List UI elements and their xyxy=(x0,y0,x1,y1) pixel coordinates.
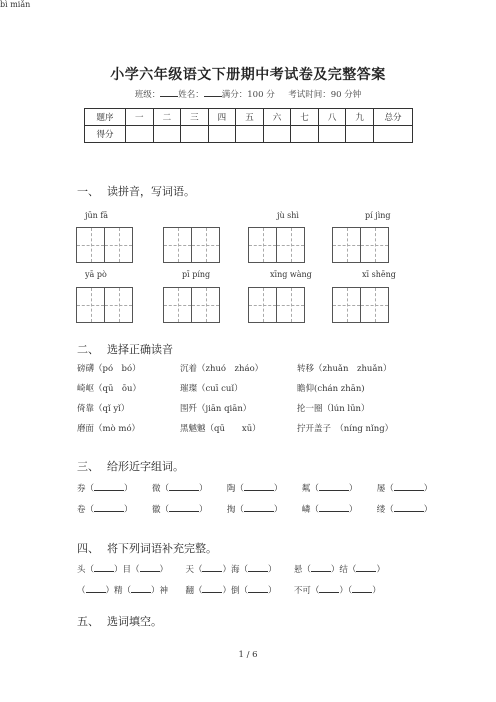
pinyin-label: xīng wàng xyxy=(270,270,312,279)
score-header-cell: 九 xyxy=(346,109,374,126)
section-title: 读拼音，写词语。 xyxy=(107,185,195,198)
reading-item: 沉着（zhuó zháo） xyxy=(180,364,264,374)
full-score: 满分：100 分 xyxy=(221,90,275,100)
score-header-cell: 三 xyxy=(181,109,209,126)
reading-item: 围歼（jiān qiān） xyxy=(180,404,252,414)
pinyin-label: jù shì xyxy=(277,211,299,220)
answer-blank[interactable] xyxy=(140,563,160,572)
score-header-cell: 四 xyxy=(208,109,236,126)
score-header-cell: 八 xyxy=(318,109,346,126)
score-cell[interactable] xyxy=(318,126,346,143)
section-1-heading xyxy=(77,183,195,199)
form-word-row: 券（ ） 微（ ） 陶（ ） 粼（ ） 屡（ ） xyxy=(77,484,433,494)
answer-blank[interactable] xyxy=(94,563,114,572)
score-header-cell: 七 xyxy=(291,109,319,126)
reading-item: 璀璨（cuī cuǐ） xyxy=(180,384,243,394)
answer-blank[interactable] xyxy=(202,584,222,593)
section-2-heading xyxy=(77,341,173,357)
name-label: 姓名： xyxy=(178,90,204,100)
score-table xyxy=(84,108,413,143)
writing-box[interactable] xyxy=(76,287,133,323)
answer-blank[interactable] xyxy=(94,503,124,512)
score-value-row xyxy=(85,126,413,143)
score-row-label: 得分 xyxy=(85,126,126,143)
section-number: 四、 xyxy=(77,542,99,555)
score-cell[interactable] xyxy=(346,126,374,143)
section-4-heading xyxy=(77,540,217,556)
reading-item: 磨面（mò mó） xyxy=(77,424,141,434)
name-blank xyxy=(204,88,222,97)
section-number: 五、 xyxy=(77,615,99,628)
section-title: 将下列词语补充完整。 xyxy=(107,542,217,555)
score-header-cell: 题序 xyxy=(85,109,126,126)
answer-blank[interactable] xyxy=(319,503,349,512)
reading-item: 黑魆魆（qū xū） xyxy=(180,424,261,434)
class-label: 班级： xyxy=(134,90,161,100)
answer-blank[interactable] xyxy=(202,563,222,572)
score-cell[interactable] xyxy=(126,126,154,143)
answer-blank[interactable] xyxy=(244,482,274,491)
reading-item: 拧开盖子 （níng nǐng） xyxy=(297,424,394,434)
score-cell[interactable] xyxy=(374,126,413,143)
page-title: 小学六年级语文下册期中考试卷及完整答案 xyxy=(110,67,386,83)
score-cell[interactable] xyxy=(291,126,319,143)
pinyin-label: yā pò xyxy=(85,270,107,279)
score-header-row xyxy=(85,109,413,126)
section-title: 选择正确读音 xyxy=(107,343,173,356)
complete-row: （ ）精（ ）神 翻（ ）倒（ ） 不可（ ）（ ） xyxy=(77,586,381,596)
reading-item: 磅礴（pó bó） xyxy=(77,364,141,374)
reading-item: 崎岖（qū ōu） xyxy=(77,384,142,394)
writing-box[interactable] xyxy=(248,227,305,263)
answer-blank[interactable] xyxy=(248,563,268,572)
writing-box[interactable] xyxy=(332,227,389,263)
score-header-cell: 总分 xyxy=(374,109,413,126)
answer-blank[interactable] xyxy=(311,563,331,572)
section-number: 三、 xyxy=(77,460,99,473)
section-number: 一、 xyxy=(77,185,99,198)
complete-row: 头（ ）目（ ） 天（ ）海（ ） 悬（ ）结（ ） xyxy=(77,565,385,575)
writing-box[interactable] xyxy=(163,287,220,323)
score-header-cell: 六 xyxy=(263,109,291,126)
reading-item: 转移（zhuǎn zhuǎn） xyxy=(297,364,392,374)
form-word-row: 卷（ ） 徽（ ） 掏（ ） 嶙（ ） 缕（ ） xyxy=(77,505,433,515)
answer-blank[interactable] xyxy=(94,482,124,491)
score-cell[interactable] xyxy=(181,126,209,143)
score-header-cell: 五 xyxy=(236,109,264,126)
score-cell[interactable] xyxy=(208,126,236,143)
score-cell[interactable] xyxy=(236,126,264,143)
answer-blank[interactable] xyxy=(394,503,424,512)
reading-item: 抡一圈（lún lūn） xyxy=(297,404,370,414)
answer-blank[interactable] xyxy=(169,482,199,491)
answer-blank[interactable] xyxy=(86,584,106,593)
answer-blank[interactable] xyxy=(356,563,376,572)
score-cell[interactable] xyxy=(153,126,181,143)
answer-blank[interactable] xyxy=(248,584,268,593)
score-header-cell: 二 xyxy=(153,109,181,126)
section-5-heading xyxy=(77,613,162,629)
pinyin-label: xī shēng xyxy=(362,270,396,279)
writing-box[interactable] xyxy=(332,287,389,323)
writing-box[interactable] xyxy=(76,227,133,263)
pinyin-label: jūn fā xyxy=(85,211,109,220)
reading-item: 瞻仰(chán zhān) xyxy=(297,384,365,394)
answer-blank[interactable] xyxy=(319,482,349,491)
exam-info xyxy=(0,88,496,100)
reading-item: 倚靠（qǐ yǐ） xyxy=(77,404,130,414)
pinyin-label: bì miǎn xyxy=(0,0,31,9)
score-cell[interactable] xyxy=(263,126,291,143)
section-title: 选词填空。 xyxy=(107,615,162,628)
section-title: 给形近字组词。 xyxy=(107,460,184,473)
pinyin-label: pī píng xyxy=(182,270,211,279)
answer-blank[interactable] xyxy=(394,482,424,491)
writing-box[interactable] xyxy=(248,287,305,323)
exam-time: 考试时间：90 分钟 xyxy=(288,90,362,100)
answer-blank[interactable] xyxy=(244,503,274,512)
class-blank xyxy=(160,88,178,97)
score-header-cell: 一 xyxy=(126,109,154,126)
answer-blank[interactable] xyxy=(131,584,151,593)
answer-blank[interactable] xyxy=(169,503,199,512)
page-number: 1 / 6 xyxy=(238,650,258,660)
pinyin-label: pí jìng xyxy=(365,211,391,220)
answer-blank[interactable] xyxy=(352,584,372,593)
section-3-heading xyxy=(77,458,184,474)
section-number: 二、 xyxy=(77,343,99,356)
answer-blank[interactable] xyxy=(319,584,339,593)
writing-box[interactable] xyxy=(163,227,220,263)
